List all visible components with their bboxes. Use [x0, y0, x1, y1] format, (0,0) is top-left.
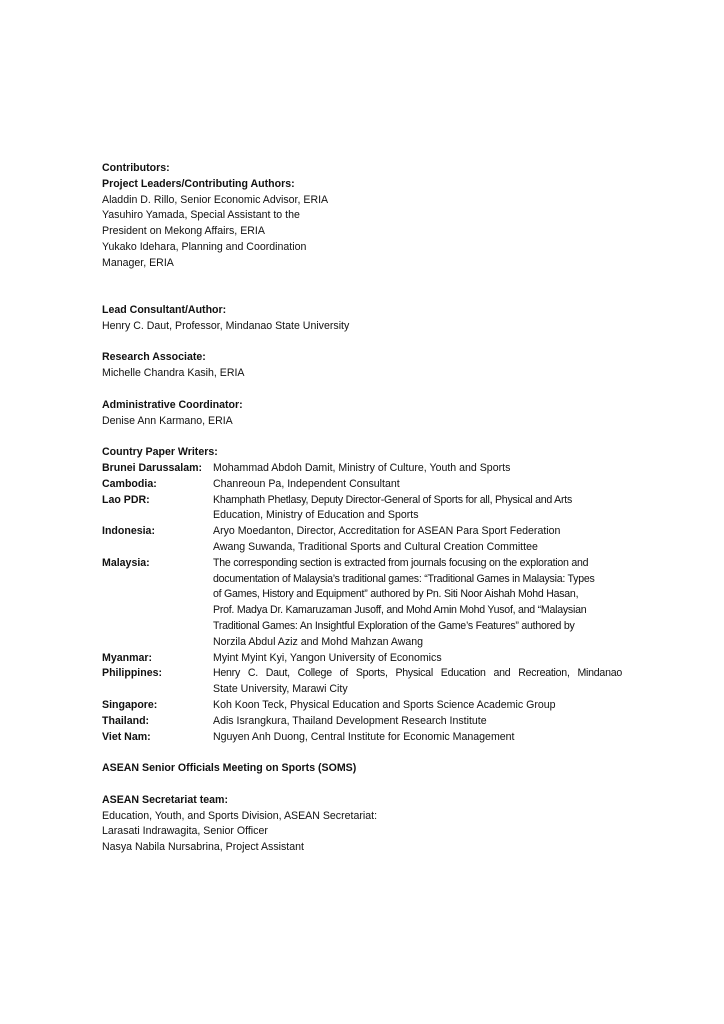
writer-line: Khamphath Phetlasy, Deputy Director-General of Sports for all, Physical and Arts [213, 493, 572, 506]
country-label: Myanmar: [102, 651, 153, 664]
country-label: Indonesia: [102, 525, 155, 538]
writer-line: Prof. Madya Dr. Kamaruzaman Jusoff, and Mohd Amin Mohd Yusof, and “Malaysian [213, 604, 587, 617]
writer-row-indonesia [102, 524, 622, 556]
secretariat-line: Larasati Indrawagita, Senior Officer [102, 825, 268, 838]
spacer [102, 382, 622, 398]
writer-row-singapore [102, 698, 622, 714]
country-label: Thailand: [102, 714, 150, 727]
contributors-content [102, 161, 622, 856]
writer-line: Koh Koon Teck, Physical Education and Sports Science Academic Group [213, 699, 556, 711]
writer-row-lao [102, 493, 622, 525]
spacer [102, 745, 622, 761]
writer-row-malaysia [102, 556, 622, 651]
country-label: Philippines: [102, 667, 163, 680]
secretariat-line: Education, Youth, and Sports Division, ASEAN Secretariat: [102, 809, 378, 822]
research-associate-heading: Research Associate: [102, 351, 206, 364]
writer-line: Adis Israngkura, Thailand Development Research Institute [213, 714, 487, 727]
country-label: Lao PDR: [102, 493, 150, 506]
spacer [102, 777, 622, 793]
writer-row-myanmar [102, 651, 622, 667]
writer-line: Aryo Moedanton, Director, Accreditation for ASEAN Para Sport Federation [213, 525, 561, 538]
writer-line: Education, Ministry of Education and Sports [213, 509, 419, 522]
spacer [102, 335, 622, 351]
project-leaders-heading: Project Leaders/Contributing Authors: [102, 177, 295, 190]
lead-consultant-line: Henry C. Daut, Professor, Mindanao State University [102, 319, 350, 332]
writer-row-cambodia [102, 477, 622, 493]
project-leader-line: Yasuhiro Yamada, Special Assistant to the [102, 209, 300, 222]
writer-line: of Games, History and Equipment” authored by Pn. Siti Noor Aishah Mohd Hasan, [213, 588, 579, 601]
spacer [102, 272, 622, 304]
writer-line: Henry C. Daut, College of Sports, Physical Education and Recreation, Mindanao [213, 667, 622, 680]
writer-row-brunei [102, 461, 622, 477]
contributors-heading: Contributors: [102, 162, 170, 174]
country-label: Viet Nam: [102, 730, 151, 743]
writer-row-philippines [102, 666, 622, 698]
administrative-coordinator-line: Denise Ann Karmano, ERIA [102, 414, 233, 427]
soms-heading: ASEAN Senior Officials Meeting on Sports (SOMS) [102, 762, 357, 775]
secretariat-heading: ASEAN Secretariat team: [102, 793, 228, 806]
writer-line: Chanreoun Pa, Independent Consultant [213, 477, 400, 490]
secretariat-line: Nasya Nabila Nursabrina, Project Assistant [102, 841, 304, 854]
administrative-coordinator-heading: Administrative Coordinator: [102, 398, 243, 411]
writer-line: documentation of Malaysia’s traditional games: “Traditional Games in Malaysia: Types [213, 572, 595, 585]
project-leader-line: Manager, ERIA [102, 256, 174, 269]
writer-line: Traditional Games: An Insightful Exploration of the Game’s Features” authored by [213, 620, 575, 633]
writer-line: The corresponding section is extracted from journals focusing on the exploration and [213, 556, 589, 569]
country-label: Malaysia: [102, 556, 150, 569]
writer-line: State University, Marawi City [213, 683, 348, 696]
writer-line: Awang Suwanda, Traditional Sports and Cultural Creation Committee [213, 541, 538, 554]
writer-line: Nguyen Anh Duong, Central Institute for Economic Management [213, 730, 515, 743]
country-label: Singapore: [102, 699, 158, 711]
project-leader-line: President on Mekong Affairs, ERIA [102, 225, 265, 238]
spacer [102, 429, 622, 445]
country-paper-writers-heading: Country Paper Writers: [102, 446, 218, 459]
country-label: Cambodia: [102, 477, 157, 490]
country-label: Brunei Darussalam: [102, 462, 203, 475]
writer-line: Mohammad Abdoh Damit, Ministry of Culture, Youth and Sports [213, 462, 511, 475]
writer-row-thailand [102, 714, 622, 730]
lead-consultant-heading: Lead Consultant/Author: [102, 304, 227, 317]
project-leader-line: Aladdin D. Rillo, Senior Economic Advisor, ERIA [102, 193, 329, 206]
writer-line: Norzila Abdul Aziz and Mohd Mahzan Awang [213, 635, 424, 648]
writer-row-vietnam [102, 730, 622, 746]
project-leader-line: Yukako Idehara, Planning and Coordination [102, 240, 307, 253]
writer-line: Myint Myint Kyi, Yangon University of Economics [213, 651, 442, 664]
research-associate-line: Michelle Chandra Kasih, ERIA [102, 367, 245, 380]
